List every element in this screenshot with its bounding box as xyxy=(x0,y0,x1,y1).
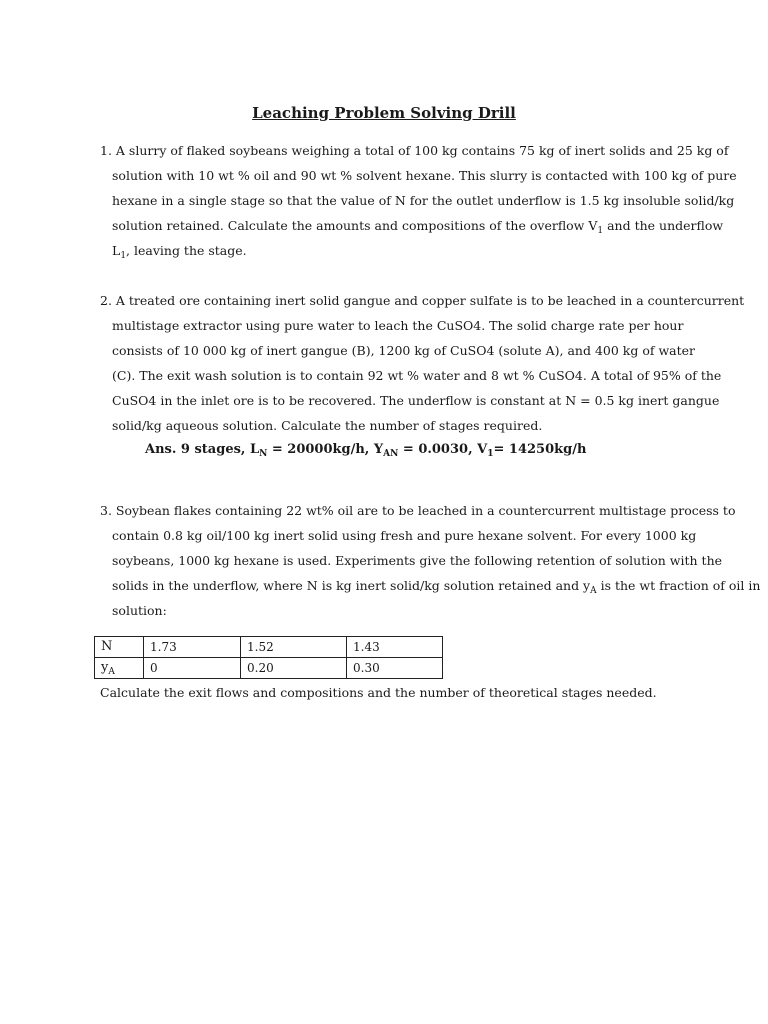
subscript: 1 xyxy=(487,449,494,459)
problem-1 xyxy=(100,138,737,263)
retention-table xyxy=(94,636,443,679)
problem-3 xyxy=(100,498,761,623)
problem-2-line-1: 2. A treated ore containing inert solid gangue and copper sulfate is to be leached in a countercurrent xyxy=(100,293,745,308)
text: solids in the underflow, where N is kg inert solid/kg solution retained and y xyxy=(112,578,591,593)
subscript: AN xyxy=(383,449,399,459)
table-cell: 1.52 xyxy=(241,637,347,658)
problem-3-line-1: 3. Soybean flakes containing 22 wt% oil are to be leached in a countercurrent multistage process to xyxy=(100,503,736,518)
subscript: 1 xyxy=(597,226,604,236)
subscript: A xyxy=(108,666,115,677)
table-cell: 0.30 xyxy=(347,658,443,679)
subscript: A xyxy=(590,586,597,596)
problem-2-line-4: (C). The exit wash solution is to contain 92 wt % water and 8 wt % CuSO4. A total of 95% of the xyxy=(112,368,722,383)
text: = 14250kg/h xyxy=(493,442,587,457)
text: L xyxy=(112,243,121,258)
problem-3-line-3: soybeans, 1000 kg hexane is used. Experiments give the following retention of solution with the xyxy=(112,553,723,568)
problem-1-line-4 xyxy=(100,213,724,238)
text: = 0.0030, V xyxy=(398,442,488,457)
text: y xyxy=(101,659,109,675)
problem-2-answer xyxy=(145,437,586,462)
text: = 20000kg/h, Y xyxy=(267,442,384,457)
text: and the underflow xyxy=(603,218,724,233)
page-title: Leaching Problem Solving Drill xyxy=(252,104,516,122)
problem-2-line-2: multistage extractor using pure water to leach the CuSO4. The solid charge rate per hour xyxy=(112,318,684,333)
table-cell: 0 xyxy=(144,658,241,679)
problem-3-question: Calculate the exit flows and compositions and the number of theoretical stages needed. xyxy=(100,685,657,700)
text: , leaving the stage. xyxy=(126,243,247,258)
table-cell: 1.73 xyxy=(144,637,241,658)
problem-1-line-3: hexane in a single stage so that the value of N for the outlet underflow is 1.5 kg insoluble solid/kg xyxy=(112,193,735,208)
problem-2-line-3: consists of 10 000 kg of inert gangue (B), 1200 kg of CuSO4 (solute A), and 400 kg of water xyxy=(112,343,696,358)
problem-1-line-1: 1. A slurry of flaked soybeans weighing a total of 100 kg contains 75 kg of inert solids and 25 kg of xyxy=(100,143,729,158)
text: Ans. 9 stages, L xyxy=(145,442,260,457)
text: solution retained. Calculate the amounts and compositions of the overflow V xyxy=(112,218,598,233)
problem-3-line-5: solution: xyxy=(112,603,167,618)
problem-1-line-5 xyxy=(100,238,675,263)
subscript: 1 xyxy=(120,251,127,261)
row-header xyxy=(95,637,144,658)
problem-3-line-2: contain 0.8 kg oil/100 kg inert solid using fresh and pure hexane solvent. For every 1000 kg xyxy=(112,528,697,543)
subscript: N xyxy=(259,449,268,459)
table-row xyxy=(95,637,443,658)
problem-3-line-4 xyxy=(100,573,761,598)
text: N xyxy=(101,638,113,654)
table-row xyxy=(95,658,443,679)
problem-1-line-2: solution with 10 wt % oil and 90 wt % solvent hexane. This slurry is contacted with 100 kg of pure xyxy=(112,168,737,183)
row-header xyxy=(95,658,144,679)
problem-2 xyxy=(100,288,745,438)
table-cell: 0.20 xyxy=(241,658,347,679)
problem-2-line-5: CuSO4 in the inlet ore is to be recovered. The underflow is constant at N = 0.5 kg inert gangue xyxy=(112,393,720,408)
table-cell: 1.43 xyxy=(347,637,443,658)
problem-2-line-6: solid/kg aqueous solution. Calculate the number of stages required. xyxy=(112,418,543,433)
text: is the wt fraction of oil in xyxy=(596,578,761,593)
